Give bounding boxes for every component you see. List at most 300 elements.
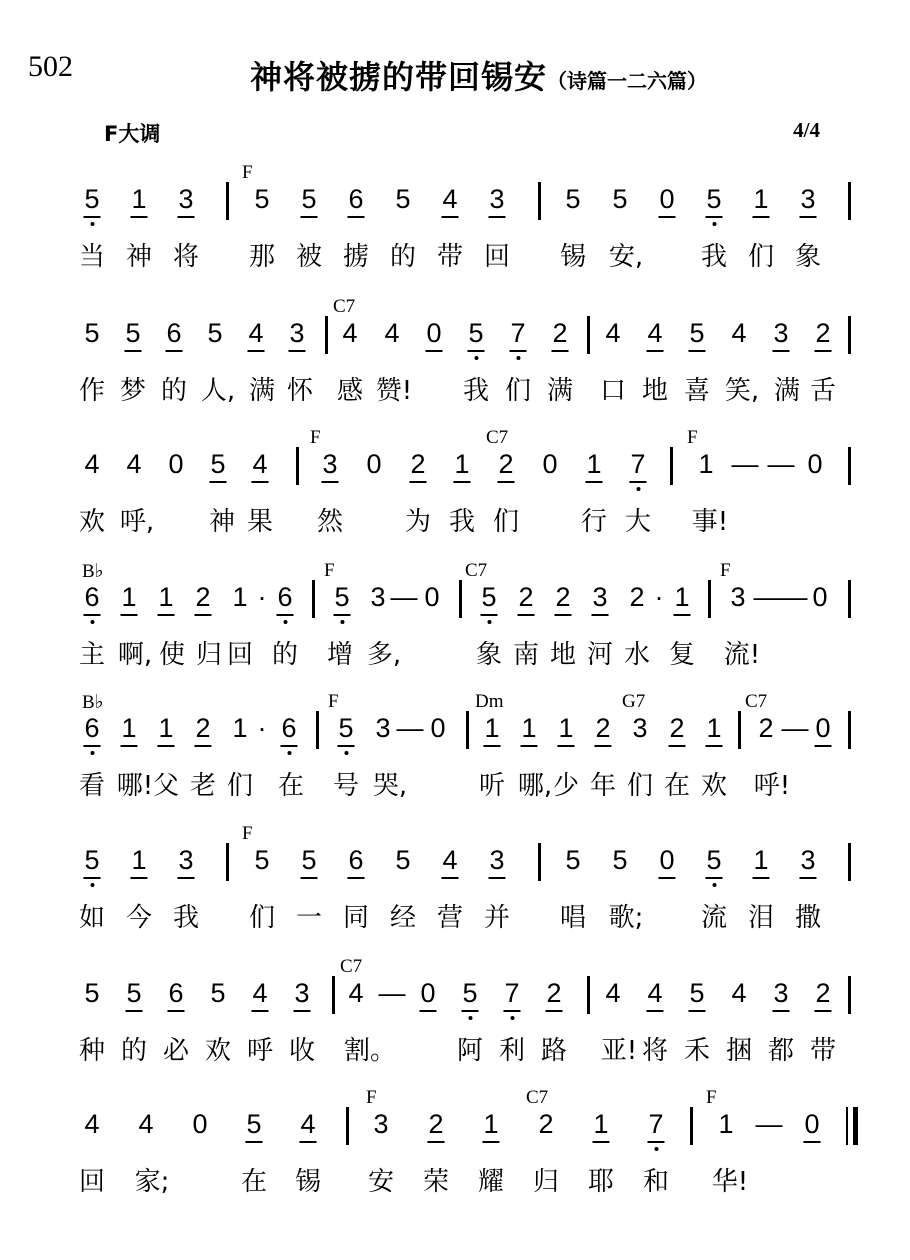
note-digit: 0 <box>430 713 446 743</box>
lyric-syllable: 带 <box>809 1036 837 1066</box>
lyric-syllable: 泪 <box>747 903 775 933</box>
note-digit: 1 <box>521 713 537 743</box>
lyric-syllable: 感 <box>336 376 364 406</box>
note-digit: 2 <box>538 1109 554 1139</box>
lyric-syllable: 的 <box>160 376 188 406</box>
low-octave-dot <box>340 620 344 624</box>
underline-mark <box>251 481 268 483</box>
note <box>442 845 457 875</box>
note-digit: 3 <box>632 713 648 743</box>
note-digit: · <box>654 582 664 612</box>
lyric-syllable: 水 <box>623 640 651 670</box>
note <box>565 184 580 214</box>
underline-mark <box>752 216 769 218</box>
score-line <box>0 956 910 1082</box>
note <box>782 713 809 743</box>
note <box>254 845 269 875</box>
note-digit: 3 <box>773 318 789 348</box>
underline-mark <box>441 216 458 218</box>
lyric-syllable: 地 <box>641 376 669 406</box>
note <box>258 713 267 743</box>
note-digit: — <box>767 449 795 479</box>
note <box>348 978 363 1008</box>
note-digit: 2 <box>815 978 831 1008</box>
note <box>168 449 183 479</box>
note <box>277 582 292 612</box>
lyric-syllable: 们 <box>504 376 532 406</box>
chord-symbol: F <box>366 1087 377 1108</box>
note <box>669 713 684 743</box>
note-digit: 3 <box>294 978 310 1008</box>
note-digit: 5 <box>689 978 705 1008</box>
note-digit: · <box>257 582 267 612</box>
note-digit: 3 <box>730 582 746 612</box>
low-octave-dot <box>344 751 348 755</box>
note-digit: 1 <box>484 713 500 743</box>
underline-mark <box>321 481 338 483</box>
score-line <box>0 823 910 949</box>
underline-mark <box>125 1010 142 1012</box>
note <box>301 845 316 875</box>
lyric-syllable: 欢 <box>78 507 106 537</box>
note <box>731 318 746 348</box>
underline-mark <box>120 614 137 616</box>
note <box>442 184 457 214</box>
final-bar-line <box>853 1107 858 1145</box>
note <box>632 713 647 743</box>
note <box>426 318 441 348</box>
underline-mark <box>799 877 816 879</box>
note-digit: 4 <box>84 1109 100 1139</box>
note-digit: 5 <box>210 449 226 479</box>
underline-mark <box>705 745 722 747</box>
note <box>192 1109 207 1139</box>
underline-mark <box>157 745 174 747</box>
note-digit: — <box>378 978 406 1008</box>
lyric-syllable: 为 <box>404 507 432 537</box>
note-digit: — <box>755 1109 783 1139</box>
note-digit: 2 <box>410 449 426 479</box>
note <box>254 184 269 214</box>
lyric-syllable: 口 <box>599 376 627 406</box>
lyric-syllable: 主 <box>78 640 106 670</box>
note-digit: 6 <box>168 978 184 1008</box>
bar-line <box>332 976 335 1014</box>
lyric-syllable: 满 <box>773 376 801 406</box>
key-signature: F大调 <box>104 122 161 146</box>
bar-line <box>226 182 229 220</box>
note-digit: 5 <box>462 978 478 1008</box>
note-digit: 6 <box>166 318 182 348</box>
note-digit: 4 <box>731 978 747 1008</box>
note <box>395 184 410 214</box>
underline-mark <box>461 1010 478 1012</box>
lyric-syllable: 们 <box>492 507 520 537</box>
note <box>375 713 390 743</box>
note-digit: 0 <box>366 449 382 479</box>
underline-mark <box>347 216 364 218</box>
note-digit: 5 <box>565 184 581 214</box>
note-digit: 5 <box>84 978 100 1008</box>
note <box>121 582 136 612</box>
time-signature: 4/4 <box>793 118 820 142</box>
underline-mark <box>347 877 364 879</box>
note <box>210 978 225 1008</box>
lyric-syllable: 欢 <box>204 1036 232 1066</box>
lyric-syllable: 那 <box>248 242 276 272</box>
note <box>210 449 225 479</box>
underline-mark <box>337 745 354 747</box>
note <box>334 582 349 612</box>
lyric-syllable: 流 <box>700 903 728 933</box>
lyric-syllable: 哪! <box>116 771 154 801</box>
lyric-syllable: 锡 <box>294 1167 322 1197</box>
note-digit: — <box>753 582 781 612</box>
note-digit: 6 <box>84 713 100 743</box>
note-digit: 0 <box>424 582 440 612</box>
underline-mark <box>83 614 100 616</box>
underline-mark <box>333 614 350 616</box>
note-digit: 5 <box>612 845 628 875</box>
note <box>605 318 620 348</box>
underline-mark <box>594 745 611 747</box>
note <box>121 713 136 743</box>
low-octave-dot <box>468 1016 472 1020</box>
underline-mark <box>419 1010 436 1012</box>
note <box>342 318 357 348</box>
note-digit: 5 <box>689 318 705 348</box>
note <box>281 713 296 743</box>
note <box>565 845 580 875</box>
lyric-syllable: 割。 <box>343 1036 397 1066</box>
note <box>706 845 721 875</box>
note-digit: 1 <box>232 713 248 743</box>
note-digit: 5 <box>254 184 270 214</box>
note <box>542 449 557 479</box>
note <box>301 184 316 214</box>
note <box>158 713 173 743</box>
underline-mark <box>425 350 442 352</box>
note-digit: 4 <box>84 449 100 479</box>
underline-mark <box>520 745 537 747</box>
note <box>659 845 674 875</box>
lyric-syllable: 地 <box>549 640 577 670</box>
lyric-syllable: 果 <box>246 507 274 537</box>
note <box>706 184 721 214</box>
note-digit: 5 <box>210 978 226 1008</box>
lyric-syllable: 年 <box>589 771 617 801</box>
note-digit: 3 <box>178 184 194 214</box>
note <box>605 978 620 1008</box>
note <box>781 582 808 612</box>
note <box>732 449 759 479</box>
note-digit: 7 <box>648 1109 664 1139</box>
lyric-syllable: 收 <box>288 1036 316 1066</box>
note-digit: 1 <box>718 1109 734 1139</box>
note-digit: 0 <box>659 845 675 875</box>
underline-mark <box>409 481 426 483</box>
note <box>731 978 746 1008</box>
note-digit: 5 <box>125 318 141 348</box>
note-digit: 3 <box>800 184 816 214</box>
note-digit: 4 <box>647 978 663 1008</box>
underline-mark <box>130 877 147 879</box>
note-digit: 3 <box>592 582 608 612</box>
lyric-syllable: 父 <box>152 771 180 801</box>
lyric-syllable: 撒 <box>794 903 822 933</box>
note-digit: 3 <box>373 1109 389 1139</box>
note-digit: — <box>390 582 418 612</box>
note <box>800 184 815 214</box>
note <box>630 449 645 479</box>
note <box>125 318 140 348</box>
bar-line <box>738 711 741 749</box>
note-digit: 1 <box>131 184 147 214</box>
note <box>483 1109 498 1139</box>
lyric-syllable: 人, <box>200 376 236 406</box>
bar-line <box>466 711 469 749</box>
note <box>689 978 704 1008</box>
note-digit: 2 <box>629 582 645 612</box>
underline-mark <box>120 745 137 747</box>
note-digit: 1 <box>121 582 137 612</box>
lyric-syllable: 锡 <box>559 242 587 272</box>
lyric-syllable: 捆 <box>725 1036 753 1066</box>
note-digit: 4 <box>605 978 621 1008</box>
lyric-syllable: 回 <box>483 242 511 272</box>
lyric-syllable: 的 <box>271 640 299 670</box>
lyric-syllable: 舌 <box>809 376 837 406</box>
underline-mark <box>772 1010 789 1012</box>
underline-mark <box>585 481 602 483</box>
note-digit: 0 <box>812 582 828 612</box>
chord-symbol: Dm <box>475 691 504 712</box>
note-digit: 2 <box>815 318 831 348</box>
chord-symbol: C7 <box>526 1087 549 1108</box>
note <box>586 449 601 479</box>
bar-line <box>587 316 590 354</box>
lyric-syllable: 作 <box>78 376 106 406</box>
note-digit: 5 <box>301 184 317 214</box>
note <box>659 184 674 214</box>
underline-mark <box>247 350 264 352</box>
underline-mark <box>209 481 226 483</box>
note-digit: 5 <box>395 845 411 875</box>
note <box>558 713 573 743</box>
lyric-syllable: 象 <box>794 242 822 272</box>
lyric-syllable: 怀 <box>286 376 314 406</box>
note <box>753 845 768 875</box>
lyric-syllable: 笑, <box>724 376 760 406</box>
underline-mark <box>177 216 194 218</box>
lyric-syllable: 流! <box>723 640 761 670</box>
lyric-syllable: 行 <box>580 507 608 537</box>
note-digit: 1 <box>232 582 248 612</box>
note <box>373 1109 388 1139</box>
note <box>424 582 439 612</box>
note-digit: · <box>257 713 267 743</box>
lyric-syllable: 们 <box>248 903 276 933</box>
lyric-syllable: 事! <box>691 507 729 537</box>
note-digit: 5 <box>565 845 581 875</box>
note-digit: 2 <box>195 713 211 743</box>
note <box>698 449 713 479</box>
chord-symbol: F <box>706 1087 717 1108</box>
note-digit: 5 <box>84 845 100 875</box>
lyric-syllable: 呼 <box>246 1036 274 1066</box>
note-digit: 0 <box>815 713 831 743</box>
bar-line <box>848 711 851 749</box>
underline-mark <box>554 614 571 616</box>
lyric-syllable: 在 <box>240 1167 268 1197</box>
lyric-syllable: 增 <box>326 640 354 670</box>
chord-symbol: F <box>720 560 731 581</box>
note-digit: 1 <box>586 449 602 479</box>
low-octave-dot <box>283 620 287 624</box>
underline-mark <box>245 1141 262 1143</box>
note-digit: 1 <box>158 713 174 743</box>
lyric-syllable: 象 <box>475 640 503 670</box>
bar-line <box>848 182 851 220</box>
note <box>366 449 381 479</box>
lyric-syllable: 必 <box>162 1036 190 1066</box>
note-digit: 1 <box>674 582 690 612</box>
note-digit: 4 <box>605 318 621 348</box>
note-digit: 2 <box>595 713 611 743</box>
note-digit: 0 <box>659 184 675 214</box>
note-digit: — <box>780 582 808 612</box>
note-digit: 3 <box>489 845 505 875</box>
bar-line <box>848 843 851 881</box>
lyric-syllable: 河 <box>586 640 614 670</box>
note <box>754 582 781 612</box>
lyric-syllable: 安 <box>367 1167 395 1197</box>
note-digit: 0 <box>168 449 184 479</box>
note-digit: 0 <box>542 449 558 479</box>
note <box>595 713 610 743</box>
bar-line <box>538 843 541 881</box>
lyric-syllable: 们 <box>226 771 254 801</box>
underline-mark <box>814 1010 831 1012</box>
low-octave-dot <box>287 751 291 755</box>
lyric-syllable: 将 <box>641 1036 669 1066</box>
note <box>379 978 406 1008</box>
hymn-number: 502 <box>28 50 73 83</box>
note-digit: 2 <box>195 582 211 612</box>
note <box>655 582 664 612</box>
chord-symbol: G7 <box>622 691 646 712</box>
lyric-syllable: 一 <box>295 903 323 933</box>
lyric-syllable: 在 <box>663 771 691 801</box>
bar-line <box>459 580 462 618</box>
bar-line <box>296 447 299 485</box>
low-octave-dot <box>654 1147 658 1151</box>
underline-mark <box>503 1010 520 1012</box>
note <box>348 184 363 214</box>
lyric-syllable: 荣 <box>422 1167 450 1197</box>
note <box>504 978 519 1008</box>
note <box>521 713 536 743</box>
note-digit: 0 <box>420 978 436 1008</box>
note-digit: 5 <box>254 845 270 875</box>
bar-line <box>346 1107 349 1145</box>
note-digit: 1 <box>158 582 174 612</box>
note-digit: 5 <box>207 318 223 348</box>
note-digit: 6 <box>348 845 364 875</box>
note-digit: 2 <box>555 582 571 612</box>
lyric-syllable: 复 <box>668 640 696 670</box>
underline-mark <box>658 877 675 879</box>
underline-mark <box>799 216 816 218</box>
chord-symbol: C7 <box>333 296 356 317</box>
underline-mark <box>83 877 100 879</box>
note <box>758 713 773 743</box>
note <box>410 449 425 479</box>
note-digit: 4 <box>384 318 400 348</box>
score-line <box>0 560 910 686</box>
note <box>384 318 399 348</box>
lyric-syllable: 回 <box>226 640 254 670</box>
lyric-syllable: 看 <box>78 771 106 801</box>
note <box>178 845 193 875</box>
bar-line <box>538 182 541 220</box>
note-digit: 5 <box>301 845 317 875</box>
note-digit: 3 <box>370 582 386 612</box>
note <box>612 845 627 875</box>
note-digit: 6 <box>84 582 100 612</box>
lyric-syllable: 在 <box>277 771 305 801</box>
bar-line <box>708 580 711 618</box>
note <box>158 582 173 612</box>
note-digit: 3 <box>773 978 789 1008</box>
note <box>552 318 567 348</box>
note-digit: 1 <box>706 713 722 743</box>
note-digit: 0 <box>192 1109 208 1139</box>
low-octave-dot <box>90 620 94 624</box>
note <box>391 582 418 612</box>
note-digit: — <box>781 713 809 743</box>
underline-mark <box>483 745 500 747</box>
note-digit: 3 <box>178 845 194 875</box>
underline-mark <box>658 216 675 218</box>
lyric-syllable: 亚! <box>600 1036 638 1066</box>
underline-mark <box>591 614 608 616</box>
note <box>756 1109 783 1139</box>
note-digit: 4 <box>348 978 364 1008</box>
lyric-syllable: 们 <box>747 242 775 272</box>
note <box>807 449 822 479</box>
note-digit: 7 <box>504 978 520 1008</box>
underline-mark <box>300 877 317 879</box>
note-digit: — <box>731 449 759 479</box>
note <box>489 845 504 875</box>
note <box>84 318 99 348</box>
underline-mark <box>276 614 293 616</box>
note <box>481 582 496 612</box>
underline-mark <box>157 614 174 616</box>
lyric-syllable: 我 <box>462 376 490 406</box>
note <box>484 713 499 743</box>
lyric-syllable: 如 <box>78 903 106 933</box>
low-octave-dot <box>510 1016 514 1020</box>
note-digit: 1 <box>121 713 137 743</box>
note-digit: 4 <box>300 1109 316 1139</box>
note-digit: 4 <box>342 318 358 348</box>
note-digit: 3 <box>800 845 816 875</box>
lyric-syllable: 欢 <box>700 771 728 801</box>
note <box>468 318 483 348</box>
underline-mark <box>545 1010 562 1012</box>
